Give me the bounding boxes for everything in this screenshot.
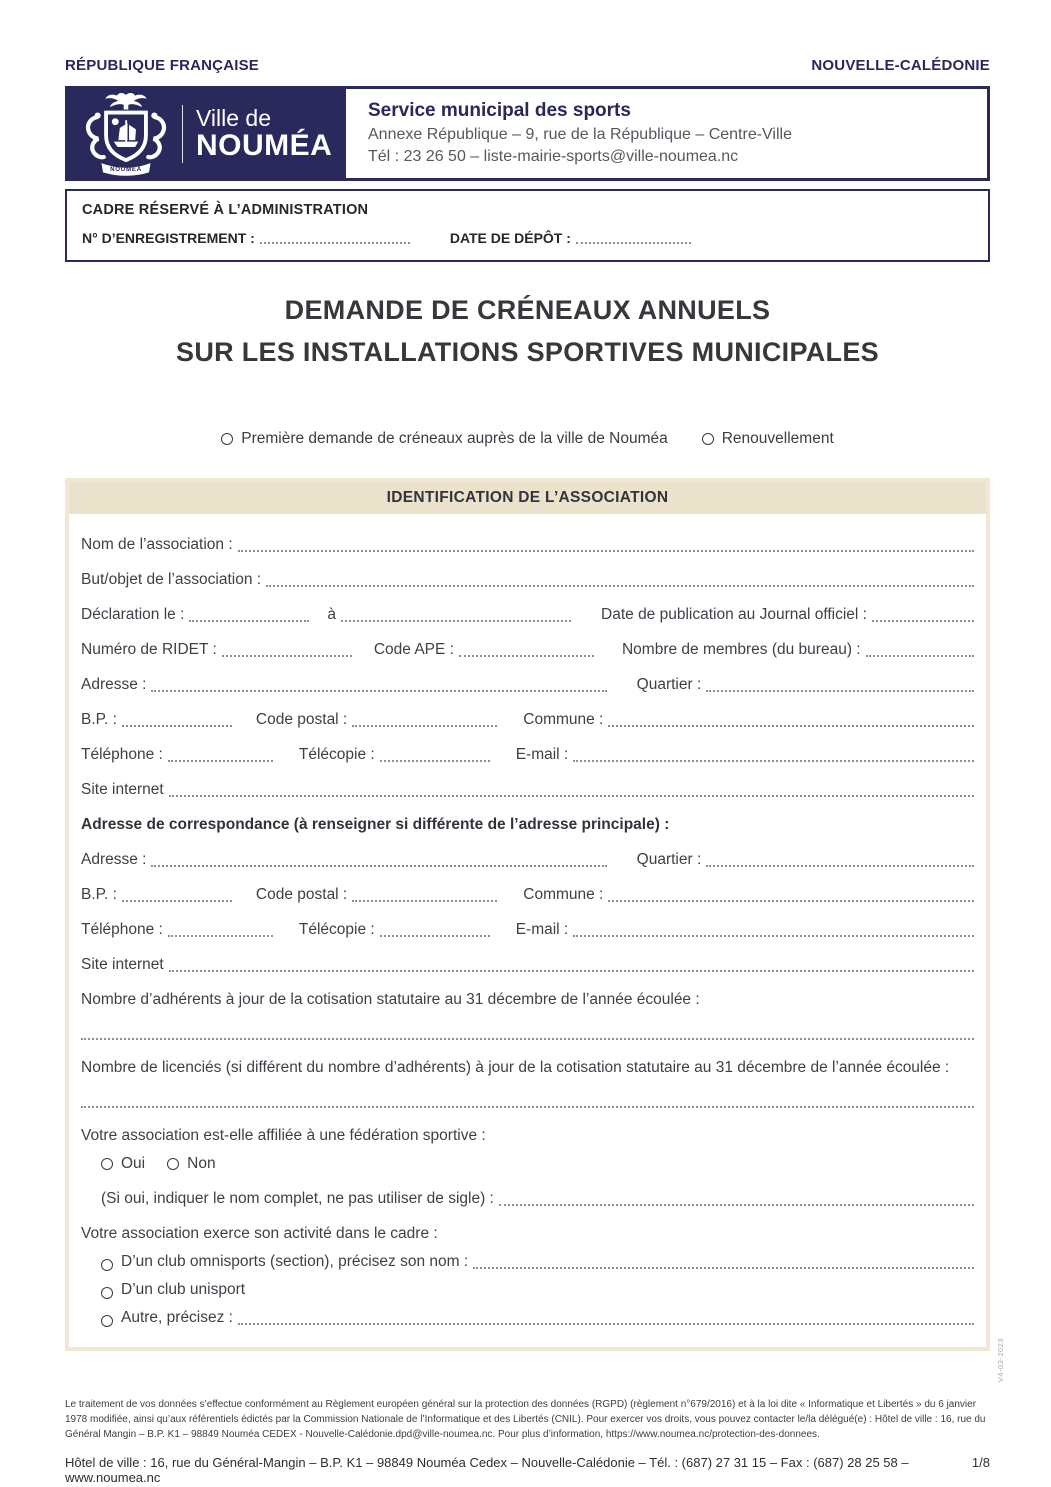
- registration-number-label: N° D’ENREGISTREMENT :: [82, 230, 255, 246]
- noumea-crest-icon: [80, 91, 172, 177]
- email-input-line[interactable]: [573, 750, 974, 762]
- omnisports-nom-input-line[interactable]: [473, 1257, 974, 1269]
- service-contact: Tél : 23 26 50 – liste-mairie-sports@ville-noumea.nc: [368, 148, 739, 165]
- field-row-bp-2: [81, 886, 974, 904]
- telecopie-input-line[interactable]: [380, 750, 490, 762]
- oui-label[interactable]: Oui: [121, 1154, 146, 1172]
- field-row-nom: [81, 536, 974, 554]
- republique-francaise-label: RÉPUBLIQUE FRANÇAISE: [65, 57, 260, 74]
- adresse-label: Adresse :: [81, 675, 147, 693]
- quartier-corr-label: Quartier :: [636, 850, 702, 868]
- service-info-box: [343, 86, 990, 181]
- renouvellement-label[interactable]: Renouvellement: [721, 429, 834, 447]
- field-row-adresse-2: [81, 851, 974, 869]
- noumea-logo: [65, 86, 343, 181]
- publication-jo-label: Date de publication au Journal officiel :: [601, 605, 867, 623]
- autre-precisez-input-line[interactable]: [238, 1313, 974, 1325]
- telephone-label: Téléphone :: [81, 745, 163, 763]
- quartier-corr-input-line[interactable]: [706, 855, 974, 867]
- bp-corr-input-line[interactable]: [122, 890, 232, 902]
- adresse-correspondance-label: Adresse de correspondance (à renseigner si différente de l’adresse principale) :: [81, 815, 670, 833]
- non-label[interactable]: Non: [187, 1154, 216, 1172]
- header-banner: [65, 86, 990, 181]
- licencies-answer-row: [81, 1096, 974, 1110]
- code-postal-corr-input-line[interactable]: [352, 890, 497, 902]
- declaration-le-label: Déclaration le :: [81, 605, 185, 623]
- field-row-bp-1: [81, 711, 974, 729]
- telephone-input-line[interactable]: [168, 750, 273, 762]
- site-internet-label: Site internet: [81, 780, 164, 798]
- email-corr-input-line[interactable]: [573, 925, 974, 937]
- radio-premiere-demande-icon[interactable]: [221, 433, 233, 445]
- affiliation-options-row: [101, 1155, 974, 1173]
- quartier-label: Quartier :: [636, 675, 702, 693]
- footer-address: Hôtel de ville : 16, rue du Général-Mangin – B.P. K1 – 98849 Nouméa Cedex – Nouvelle-Calédonie – Tél. : (687) 27 31 15 – Fax : (687) 28 25 58 – www.noumea.nc: [65, 1454, 909, 1485]
- telephone-corr-input-line[interactable]: [168, 925, 273, 937]
- nouvelle-caledonie-label: NOUVELLE-CALÉDONIE: [811, 57, 990, 74]
- bp-label: B.P. :: [81, 710, 117, 728]
- field-row-adresse-1: [81, 676, 974, 694]
- option-renouvellement[interactable]: [702, 430, 834, 448]
- field-row-telephone-1: [81, 746, 974, 764]
- radio-oui-icon[interactable]: [101, 1158, 113, 1170]
- ridet-label: Numéro de RIDET :: [81, 640, 217, 658]
- registration-number-input-line[interactable]: [260, 232, 410, 244]
- quartier-input-line[interactable]: [706, 680, 974, 692]
- option-premiere-demande[interactable]: [221, 430, 668, 448]
- declaration-lieu-input-line[interactable]: [341, 610, 571, 622]
- crest-banner-text: NOUMEA: [110, 165, 142, 173]
- declaration-date-input-line[interactable]: [189, 610, 309, 622]
- field-row-ridet: [81, 641, 974, 659]
- declaration-a-label: à: [327, 605, 337, 623]
- commune-corr-label: Commune :: [523, 885, 604, 903]
- version-tag: V4-03-2023: [996, 1338, 1005, 1383]
- page-title-line2: SUR LES INSTALLATIONS SPORTIVES MUNICIPALES: [176, 336, 879, 367]
- affiliation-label: Votre association est-elle affiliée à une fédération sportive :: [81, 1126, 486, 1144]
- privacy-notice: Le traitement de vos données s’effectue conformément au Règlement européen général sur la protection des données (RGPD) (règlement n°679/2016) et à la loi dite « Informatique et Libertés » du 6 janvier 1978 modifiée, ainsi qu’aux référentiels édictés par la Commission Nationale de l’Informatique et des Libertés (CNIL). Pour exercer vos droits, vous pouvez contacter le/la délégué(e) : Hôtel de ville : 16, rue du Général Mangin – B.P. K1 – 98849 Nouméa CEDEX - Nouvelle-Calédonie.dpd@ville-noumea.nc. Pour plus d’information, https://www.noumea.nc/protection-des-donnees.: [65, 1398, 986, 1440]
- deposit-date-input-line[interactable]: [576, 232, 691, 244]
- radio-renouvellement-icon[interactable]: [702, 433, 714, 445]
- unisport-label[interactable]: D’un club unisport: [121, 1280, 246, 1298]
- field-row-declaration: [81, 606, 974, 624]
- service-title: Service municipal des sports: [368, 100, 631, 121]
- page-number: 1/8: [971, 1454, 990, 1470]
- code-postal-label: Code postal :: [255, 710, 348, 728]
- site-internet-input-line[interactable]: [169, 785, 974, 797]
- but-association-label: But/objet de l’association :: [81, 570, 262, 588]
- site-internet-corr-label: Site internet: [81, 955, 164, 973]
- ridet-input-line[interactable]: [222, 645, 352, 657]
- service-address: Annexe République – 9, rue de la République – Centre-Ville: [368, 126, 792, 143]
- code-postal-input-line[interactable]: [352, 715, 497, 727]
- commune-corr-input-line[interactable]: [608, 890, 974, 902]
- admin-box-title: CADRE RÉSERVÉ À L’ADMINISTRATION: [82, 202, 369, 218]
- adresse-input-line[interactable]: [151, 680, 606, 692]
- field-row-but: [81, 571, 974, 589]
- email-label: E-mail :: [515, 745, 569, 763]
- field-row-telephone-2: [81, 921, 974, 939]
- licencies-question-row: [81, 1059, 974, 1077]
- admin-reserved-box: [65, 189, 990, 262]
- section-title: IDENTIFICATION DE L’ASSOCIATION: [69, 482, 986, 514]
- option-oui[interactable]: [101, 1155, 145, 1173]
- telecopie-corr-label: Télécopie :: [298, 920, 375, 938]
- unisport-row: [101, 1281, 974, 1299]
- commune-input-line[interactable]: [608, 715, 974, 727]
- nombre-adherents-label: Nombre d’adhérents à jour de la cotisation statutaire au 31 décembre de l’année écoulée :: [81, 990, 700, 1008]
- autre-row: [101, 1309, 974, 1327]
- field-row-site-1: [81, 781, 974, 799]
- si-oui-label: (Si oui, indiquer le nom complet, ne pas utiliser de sigle) :: [101, 1189, 494, 1207]
- page-title: [65, 290, 990, 374]
- telecopie-corr-input-line[interactable]: [380, 925, 490, 937]
- nombre-adherents-input-line[interactable]: [81, 1028, 974, 1040]
- bp-corr-label: B.P. :: [81, 885, 117, 903]
- top-bar: [65, 57, 990, 74]
- telephone-corr-label: Téléphone :: [81, 920, 163, 938]
- omnisports-label[interactable]: D’un club omnisports (section), précisez son nom :: [121, 1252, 469, 1270]
- cadre-question-row: [81, 1225, 974, 1243]
- site-internet-corr-input-line[interactable]: [169, 960, 974, 972]
- si-oui-row: [101, 1190, 974, 1208]
- radio-omnisports-icon[interactable]: [101, 1259, 113, 1271]
- publication-jo-input-line[interactable]: [872, 610, 974, 622]
- code-postal-corr-label: Code postal :: [255, 885, 348, 903]
- correspondance-heading-row: [81, 816, 974, 834]
- federation-nom-input-line[interactable]: [499, 1194, 974, 1206]
- identification-section: [65, 478, 990, 1351]
- code-ape-label: Code APE :: [373, 640, 454, 658]
- premiere-demande-label[interactable]: Première demande de créneaux auprès de la ville de Nouméa: [241, 429, 668, 447]
- logo-line2: NOUMÉA: [196, 128, 333, 162]
- logo-wordmark: [196, 106, 332, 162]
- code-ape-input-line[interactable]: [459, 645, 594, 657]
- adresse-corr-input-line[interactable]: [151, 855, 606, 867]
- bp-input-line[interactable]: [122, 715, 232, 727]
- radio-unisport-icon[interactable]: [101, 1287, 113, 1299]
- field-row-site-2: [81, 956, 974, 974]
- omnisports-row: [101, 1253, 974, 1271]
- request-type-options: [65, 430, 990, 448]
- nom-association-label: Nom de l’association :: [81, 535, 233, 553]
- deposit-date-label: DATE DE DÉPÔT :: [449, 230, 571, 246]
- nombre-licencies-input-line[interactable]: [81, 1096, 974, 1108]
- but-association-input-line[interactable]: [266, 575, 974, 587]
- nombre-membres-input-line[interactable]: [866, 645, 974, 657]
- page-title-line1: DEMANDE DE CRÉNEAUX ANNUELS: [284, 295, 771, 325]
- page-footer: [65, 1455, 990, 1485]
- telecopie-label: Télécopie :: [298, 745, 375, 763]
- nom-association-input-line[interactable]: [238, 540, 974, 552]
- adherents-question-row: [81, 991, 974, 1009]
- radio-autre-icon[interactable]: [101, 1315, 113, 1327]
- adherents-answer-row: [81, 1028, 974, 1042]
- option-non[interactable]: [167, 1155, 215, 1173]
- email-corr-label: E-mail :: [515, 920, 569, 938]
- logo-divider: [182, 105, 183, 163]
- affiliation-question-row: [81, 1127, 974, 1145]
- nombre-membres-label: Nombre de membres (du bureau) :: [621, 640, 861, 658]
- autre-label[interactable]: Autre, précisez :: [121, 1308, 233, 1326]
- logo-line1: Ville de: [196, 104, 272, 131]
- cadre-activite-label: Votre association exerce son activité dans le cadre :: [81, 1224, 438, 1242]
- radio-non-icon[interactable]: [167, 1158, 179, 1170]
- nombre-licencies-label: Nombre de licenciés (si différent du nombre d’adhérents) à jour de la cotisation statutaire au 31 décembre de l’année écoulée :: [81, 1058, 950, 1076]
- commune-label: Commune :: [523, 710, 604, 728]
- adresse-corr-label: Adresse :: [81, 850, 147, 868]
